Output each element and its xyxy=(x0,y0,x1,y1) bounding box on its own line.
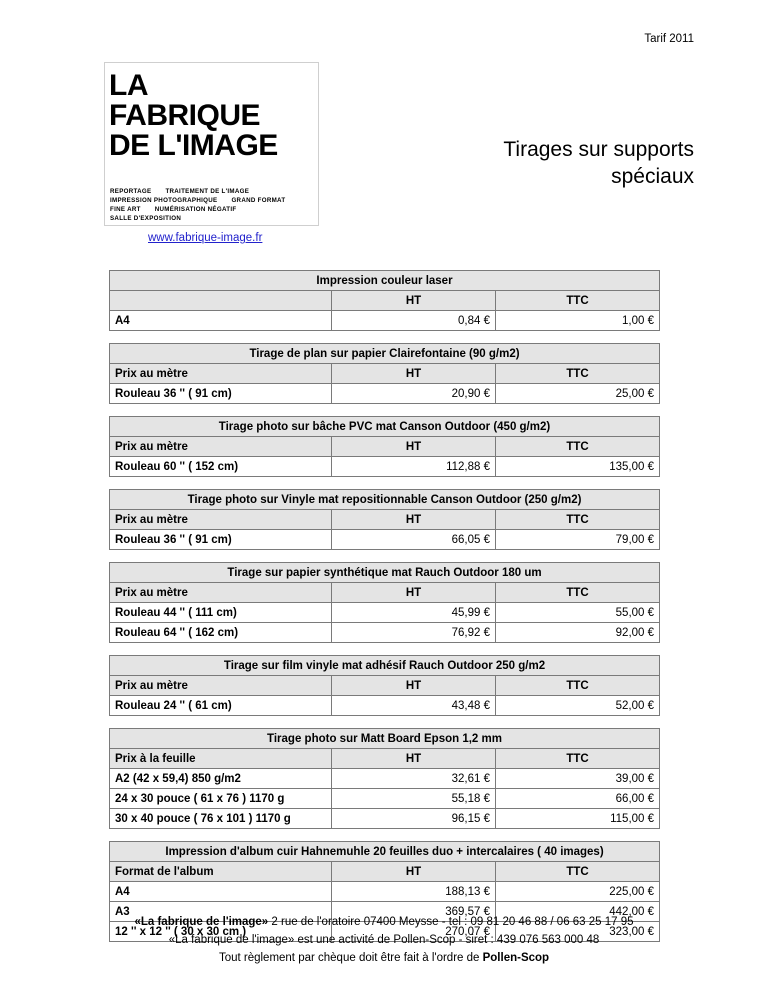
column-header-ht: HT xyxy=(332,510,496,530)
column-header-ttc: TTC xyxy=(496,437,660,457)
price-ttc: 25,00 € xyxy=(496,384,660,404)
price-ht: 32,61 € xyxy=(332,769,496,789)
row-label: Rouleau 36 '' ( 91 cm) xyxy=(110,530,332,550)
page-title-line-1: Tirages sur supports xyxy=(503,138,694,161)
row-header-label: Prix au mètre xyxy=(110,510,332,530)
service-1: REPORTAGE xyxy=(110,188,152,195)
table-row xyxy=(110,696,660,716)
row-label: A3 xyxy=(110,902,332,922)
service-2: IMPRESSION PHOTOGRAPHIQUE xyxy=(110,197,218,204)
price-ttc: 115,00 € xyxy=(496,809,660,829)
table-header-row xyxy=(110,676,660,696)
row-header-label: Prix au mètre xyxy=(110,364,332,384)
row-label: 12 '' x 12 '' ( 30 x 30 cm ) xyxy=(110,922,332,942)
service-6: GRAND FORMAT xyxy=(231,197,286,204)
column-header-ttc: TTC xyxy=(496,364,660,384)
table-title: Tirage sur papier synthétique mat Rauch Outdoor 180 um xyxy=(110,563,660,583)
footer-line-3 xyxy=(0,949,768,967)
logo-line-3: DE L'IMAGE xyxy=(109,129,278,162)
table-title-row xyxy=(110,490,660,510)
table-header-row xyxy=(110,291,660,311)
footer-line-2: «La fabrique de l'image» est une activité de Pollen-Scop - siret : 439 076 563 000 48 xyxy=(168,934,600,946)
table-title-row xyxy=(110,656,660,676)
table-title-row xyxy=(110,271,660,291)
price-table xyxy=(109,562,660,643)
table-title-row xyxy=(110,417,660,437)
price-ht: 112,88 € xyxy=(332,457,496,477)
price-ttc: 52,00 € xyxy=(496,696,660,716)
table-title-row xyxy=(110,842,660,862)
column-header-ht: HT xyxy=(332,862,496,882)
logo-wordmark xyxy=(109,71,278,161)
logo-line-2: FABRIQUE xyxy=(109,99,261,132)
table-row xyxy=(110,530,660,550)
price-ttc: 39,00 € xyxy=(496,769,660,789)
table-title: Tirage photo sur Matt Board Epson 1,2 mm xyxy=(110,729,660,749)
row-header-label: Format de l'album xyxy=(110,862,332,882)
row-label: Rouleau 64 '' ( 162 cm) xyxy=(110,623,332,643)
price-ttc: 55,00 € xyxy=(496,603,660,623)
table-row xyxy=(110,311,660,331)
price-ttc: 92,00 € xyxy=(496,623,660,643)
column-header-ttc: TTC xyxy=(496,510,660,530)
tarif-year: Tarif 2011 xyxy=(644,33,694,45)
row-header-label: Prix au mètre xyxy=(110,676,332,696)
table-row xyxy=(110,809,660,829)
price-ttc: 135,00 € xyxy=(496,457,660,477)
price-table xyxy=(109,728,660,829)
table-title: Tirage sur film vinyle mat adhésif Rauch Outdoor 250 g/m2 xyxy=(110,656,660,676)
price-ttc: 323,00 € xyxy=(496,922,660,942)
table-header-row xyxy=(110,749,660,769)
price-table xyxy=(109,489,660,550)
price-ttc: 225,00 € xyxy=(496,882,660,902)
row-label: A4 xyxy=(110,311,332,331)
table-title: Tirage de plan sur papier Clairefontaine (90 g/m2) xyxy=(110,344,660,364)
service-7: NUMÉRISATION NÉGATIF xyxy=(154,206,237,213)
table-title-row xyxy=(110,344,660,364)
row-label: Rouleau 36 '' ( 91 cm) xyxy=(110,384,332,404)
price-table xyxy=(109,655,660,716)
page-title-line-2: spéciaux xyxy=(611,165,694,188)
table-row xyxy=(110,384,660,404)
table-title-row xyxy=(110,729,660,749)
price-ht: 0,84 € xyxy=(332,311,496,331)
logo-services-list xyxy=(110,187,285,223)
table-row xyxy=(110,457,660,477)
table-header-row xyxy=(110,862,660,882)
service-3: FINE ART xyxy=(110,206,141,213)
table-row xyxy=(110,882,660,902)
table-header-row xyxy=(110,583,660,603)
page-title xyxy=(503,136,694,190)
footer-contact: 2 rue de l'oratoire 07400 Meysse - tel : 09 81 20 46 88 / 06 63 25 17 95 xyxy=(268,916,634,928)
table-title: Tirage photo sur Vinyle mat repositionnable Canson Outdoor (250 g/m2) xyxy=(110,490,660,510)
column-header-ttc: TTC xyxy=(496,583,660,603)
price-ht: 55,18 € xyxy=(332,789,496,809)
company-logo xyxy=(104,62,319,226)
column-header-ht: HT xyxy=(332,437,496,457)
row-label: Rouleau 60 '' ( 152 cm) xyxy=(110,457,332,477)
column-header-ttc: TTC xyxy=(496,291,660,311)
footer-payment-text: Tout règlement par chèque doit être fait à l'ordre de xyxy=(218,952,483,964)
footer-payee: Pollen-Scop xyxy=(482,952,550,964)
row-label: 30 x 40 pouce ( 76 x 101 ) 1170 g xyxy=(110,809,332,829)
table-title: Tirage photo sur bâche PVC mat Canson Outdoor (450 g/m2) xyxy=(110,417,660,437)
column-header-ttc: TTC xyxy=(496,676,660,696)
table-title: Impression couleur laser xyxy=(110,271,660,291)
table-row xyxy=(110,769,660,789)
price-table xyxy=(109,270,660,331)
service-4: SALLE D'EXPOSITION xyxy=(110,215,182,222)
column-header-ht: HT xyxy=(332,676,496,696)
service-5: TRAITEMENT DE L'IMAGE xyxy=(165,188,250,195)
price-ht: 20,90 € xyxy=(332,384,496,404)
price-table xyxy=(109,343,660,404)
price-ht: 76,92 € xyxy=(332,623,496,643)
document-footer xyxy=(0,913,768,967)
table-header-row xyxy=(110,364,660,384)
column-header-ttc: TTC xyxy=(496,749,660,769)
table-row xyxy=(110,789,660,809)
row-label: A2 (42 x 59,4) 850 g/m2 xyxy=(110,769,332,789)
row-label: Rouleau 44 '' ( 111 cm) xyxy=(110,603,332,623)
price-tables xyxy=(109,270,659,954)
table-header-row xyxy=(110,437,660,457)
row-label: Rouleau 24 '' ( 61 cm) xyxy=(110,696,332,716)
price-ht: 270,07 € xyxy=(332,922,496,942)
price-ttc: 442,00 € xyxy=(496,902,660,922)
table-row xyxy=(110,603,660,623)
column-header-ht: HT xyxy=(332,364,496,384)
row-header-label: Prix au mètre xyxy=(110,583,332,603)
price-ttc: 1,00 € xyxy=(496,311,660,331)
row-header-label: Prix à la feuille xyxy=(110,749,332,769)
website-link[interactable]: www.fabrique-image.fr xyxy=(148,232,263,244)
table-title: Impression d'album cuir Hahnemuhle 20 feuilles duo + intercalaires ( 40 images) xyxy=(110,842,660,862)
column-header-ht: HT xyxy=(332,749,496,769)
table-title-row xyxy=(110,563,660,583)
price-ht: 188,13 € xyxy=(332,882,496,902)
column-header-ht: HT xyxy=(332,583,496,603)
price-ht: 96,15 € xyxy=(332,809,496,829)
column-header-ttc: TTC xyxy=(496,862,660,882)
table-header-row xyxy=(110,510,660,530)
price-ht: 66,05 € xyxy=(332,530,496,550)
row-header-label: Prix au mètre xyxy=(110,437,332,457)
footer-company-name: «La fabrique de l'image» xyxy=(134,916,269,928)
price-ht: 43,48 € xyxy=(332,696,496,716)
footer-line-1 xyxy=(0,913,768,931)
price-ht: 369,57 € xyxy=(332,902,496,922)
column-header-ht: HT xyxy=(332,291,496,311)
price-ttc: 79,00 € xyxy=(496,530,660,550)
logo-line-1: LA xyxy=(109,69,148,102)
price-table xyxy=(109,416,660,477)
table-row xyxy=(110,623,660,643)
row-label: A4 xyxy=(110,882,332,902)
price-ht: 45,99 € xyxy=(332,603,496,623)
price-ttc: 66,00 € xyxy=(496,789,660,809)
row-label: 24 x 30 pouce ( 61 x 76 ) 1170 g xyxy=(110,789,332,809)
row-header-label xyxy=(110,291,332,311)
